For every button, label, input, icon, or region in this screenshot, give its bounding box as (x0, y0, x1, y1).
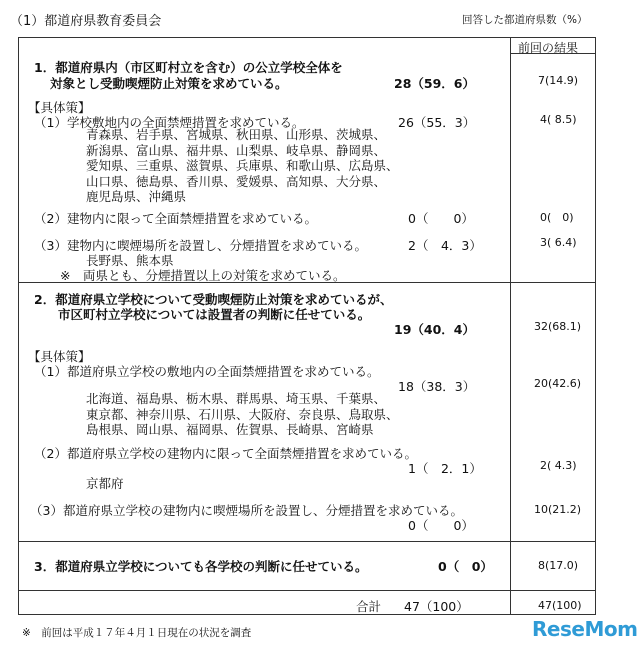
pref-line: 青森県、岩手県、宮城県、秋田県、山形県、茨城県、 (86, 127, 387, 142)
page-title: （1）都道府県教育委員会 (10, 14, 162, 29)
section3-heading: 3．都道府県立学校についても各学校の判断に任せている。 (34, 559, 368, 574)
section2-measure2-result: 1（ 2．1） (408, 461, 482, 476)
section1-measure3-prev: 3( 6.4) (540, 236, 577, 249)
section1-heading-line1: 1．都道府県内（市区町村立を含む）の公立学校全体を (34, 60, 343, 75)
pref-line: 新潟県、富山県、福井県、山梨県、岐阜県、静岡県、 (86, 142, 387, 158)
section1-measure1: （1）学校敷地内の全面禁煙措置を求めている。 (34, 115, 305, 130)
section1-measure1-prev: 4( 8.5) (540, 113, 577, 126)
section1-measure1-result: 26（55．3） (398, 115, 476, 130)
section2-result: 19（40．4） (394, 322, 475, 337)
section2-measure1: （1）都道府県立学校の敷地内の全面禁煙措置を求めている。 (34, 364, 380, 379)
total-prev: 47(100) (538, 599, 582, 612)
response-count-note: 回答した都道府県数（%） (462, 14, 588, 26)
section1-measure3: （3）建物内に喫煙場所を設置し、分煙措置を求めている。 (34, 238, 367, 253)
prev-column-divider (510, 37, 511, 615)
logo-text-b: Mom (584, 617, 638, 641)
section1-measure3-prefectures: 長野県、熊本県 (86, 253, 174, 268)
section2-measure3-result: 0（ 0） (408, 518, 474, 533)
section2-measure1-prev: 20(42.6) (534, 377, 582, 390)
section1-measure2-prev: 0( 0) (540, 211, 574, 224)
section2-measure3-prev: 10(21.2) (534, 503, 582, 516)
section1-measure1-prefectures (86, 127, 399, 205)
section1-prev: 7(14.9) (538, 74, 579, 87)
prev-column-header: 前回の結果 (518, 41, 579, 55)
section1-measure2-result: 0（ 0） (408, 211, 474, 226)
pref-line: 島根県、岡山県、福岡県、佐賀県、長崎県、宮崎県 (86, 422, 374, 437)
pref-line: 北海道、福島県、栃木県、群馬県、埼玉県、千葉県、 (86, 391, 387, 406)
section2-measures-label: 【具体策】 (28, 349, 91, 364)
section2-heading-line2: 市区町村立学校については設置者の判断に任せている。 (58, 307, 371, 322)
total-label: 合計 (356, 599, 382, 614)
section-divider-3 (18, 590, 596, 591)
section2-prev: 32(68.1) (534, 320, 582, 333)
footnote: ※ 前回は平成１７年４月１日現在の状況を調査 (22, 627, 252, 639)
section3-result: 0（ 0） (438, 559, 493, 574)
section1-measure2: （2）建物内に限って全面禁煙措置を求めている。 (34, 211, 317, 226)
section2-measure3: （3）都道府県立学校の建物内に喫煙場所を設置し、分煙措置を求めている。 (30, 503, 463, 518)
pref-line: 愛知県、三重県、滋賀県、兵庫県、和歌山県、広島県、 (86, 158, 399, 173)
section1-measure3-note: ※ 両県とも、分煙措置以上の対策を求めている。 (60, 268, 346, 283)
section2-measure2-prev: 2( 4.3) (540, 459, 577, 472)
section1-measures-label: 【具体策】 (28, 100, 91, 115)
section3-prev: 8(17.0) (538, 559, 579, 572)
section1-result: 28（59．6） (394, 76, 475, 91)
pref-line: 鹿児島県、沖縄県 (86, 189, 187, 204)
logo-text-a: Rese (532, 617, 585, 641)
total-result: 47（100） (404, 599, 469, 614)
section-divider-2 (18, 541, 596, 542)
resemom-logo (532, 617, 637, 641)
pref-line: 東京都、神奈川県、石川県、大阪府、奈良県、鳥取県、 (86, 406, 399, 422)
section2-measure1-result: 18（38．3） (398, 379, 476, 394)
section2-heading-line1: 2．都道府県立学校について受動喫煙防止対策を求めているが、 (34, 292, 393, 307)
pref-line: 山口県、徳島県、香川県、愛媛県、高知県、大分県、 (86, 173, 387, 189)
section1-measure3-result: 2（ 4．3） (408, 238, 482, 253)
section2-measure2-prefectures: 京都府 (86, 476, 124, 491)
section2-measure2: （2）都道府県立学校の建物内に限って全面禁煙措置を求めている。 (34, 446, 417, 461)
section1-heading-line2: 対象とし受動喫煙防止対策を求めている。 (50, 76, 288, 91)
section2-measure1-prefectures (86, 391, 399, 438)
